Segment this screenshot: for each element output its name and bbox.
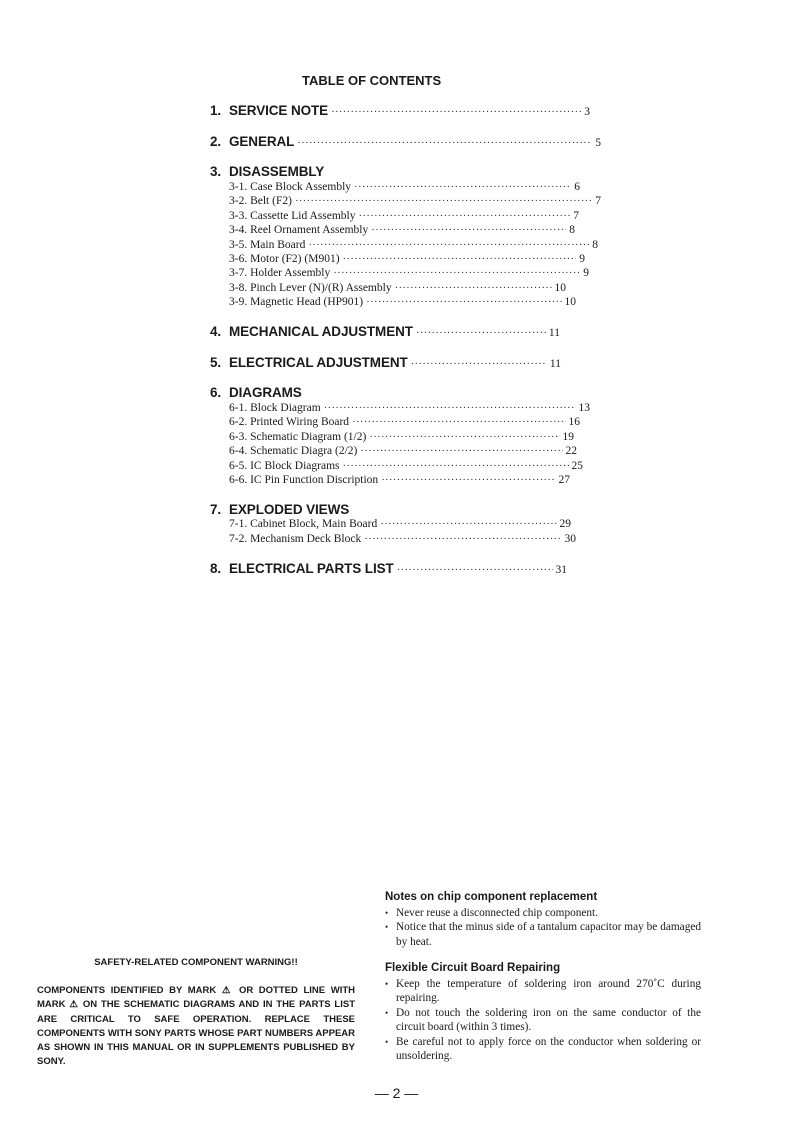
dot-leader [333,267,580,279]
subsection-label: 3-9. Magnetic Head (HP901) [229,296,364,308]
dot-leader [395,282,552,294]
subsection-page: 8 [592,239,598,251]
section-number: 7. [210,502,222,517]
subsection-page: 30 [564,533,576,545]
subsection-label: 7-1. Cabinet Block, Main Board [229,518,378,530]
safety-warning-title: SAFETY-RELATED COMPONENT WARNING!! [94,957,298,968]
dot-leader [381,474,555,486]
section-number: 3. [210,164,222,179]
section-title: MECHANICAL ADJUSTMENT [229,324,413,339]
dot-leader [324,402,576,414]
toc-section-disassembly[interactable] [210,164,324,179]
subsection-page: 22 [565,445,577,457]
toc-subsection[interactable] [229,181,580,193]
dot-leader [364,533,561,545]
dot-leader [343,253,577,265]
toc-subsection[interactable] [229,267,589,279]
dot-leader [354,181,571,193]
section-page: 11 [549,358,561,370]
dot-leader [308,239,589,251]
toc-subsection[interactable] [229,474,570,486]
toc-subsection[interactable] [229,296,576,308]
subsection-label: 3-5. Main Board [229,239,306,251]
subsection-label: 6-4. Schematic Diagra (2/2) [229,445,358,457]
toc-section-exploded-views[interactable] [210,502,349,517]
dot-leader [411,358,547,370]
subsection-label: 3-3. Cassette Lid Assembly [229,210,356,222]
subsection-label: 6-5. IC Block Diagrams [229,460,340,472]
toc-subsection[interactable] [229,445,577,457]
section-title: DIAGRAMS [229,385,302,400]
section-title: SERVICE NOTE [229,103,329,118]
subsection-page: 19 [562,431,574,443]
dot-leader [366,296,561,308]
section-number: 4. [210,324,222,339]
subsection-label: 3-4. Reel Ornament Assembly [229,224,369,236]
dot-leader [297,137,592,149]
section-number: 2. [210,134,222,149]
toc-subsection[interactable] [229,195,601,207]
subsection-label: 6-1. Block Diagram [229,402,321,414]
section-title: ELECTRICAL ADJUSTMENT [229,355,408,370]
toc-section-diagrams[interactable] [210,385,302,400]
subsection-page: 16 [568,416,580,428]
toc-subsection[interactable] [229,210,579,222]
toc-subsection[interactable] [229,460,583,472]
page-number: — 2 — [374,1085,419,1101]
toc-subsection[interactable] [229,253,585,265]
safety-warning-body: COMPONENTS IDENTIFIED BY MARK ⚠ OR DOTTED LINE WITH MARK ⚠ ON THE SCHEMATIC DIAGRAMS AND IN THE PARTS LIST ARE CRITICAL TO SAFE OPERATION. REPLACE THESE COMPONENTS WITH SONY PARTS WHOSE PART NUMBERS APPEAR AS SHOWN IN THIS MANUAL OR IN SUPPLEMENTS PUBLISHED BY SONY. [37,985,355,1068]
subsection-label: 3-7. Holder Assembly [229,267,331,279]
subsection-page: 25 [571,460,583,472]
subsection-page: 29 [559,518,571,530]
section-page: 5 [595,137,601,149]
flex-notes-list [385,977,701,1063]
toc-subsection[interactable] [229,282,566,294]
subsection-label: 3-2. Belt (F2) [229,195,292,207]
toc-subsection[interactable] [229,224,575,236]
list-item: • Do not touch the soldering iron on the same conductor of the circuit board (within 3 times). [385,1006,701,1035]
section-page: 31 [555,564,567,576]
toc-section-service-note[interactable] [210,103,590,118]
toc-subsection[interactable] [229,239,598,251]
list-item: • Be careful not to apply force on the conductor when soldering or unsoldering. [385,1035,701,1064]
subsection-label: 7-2. Mechanism Deck Block [229,533,362,545]
list-item: • Keep the temperature of soldering iron around 270˚C during repairing. [385,977,701,1006]
subsection-page: 13 [578,402,590,414]
dot-leader [360,445,562,457]
section-title: EXPLODED VIEWS [229,502,350,517]
toc-section-electrical-parts-list[interactable] [210,561,567,576]
dot-leader [352,416,565,428]
subsection-label: 3-6. Motor (F2) (M901) [229,253,340,265]
chip-notes-title: Notes on chip component replacement [385,891,598,903]
toc-subsection[interactable] [229,533,576,545]
dot-leader [343,460,569,472]
toc-section-electrical-adjustment[interactable] [210,355,561,370]
subsection-page: 10 [564,296,576,308]
subsection-page: 9 [583,267,589,279]
subsection-label: 3-1. Case Block Assembly [229,181,352,193]
dot-leader [331,106,581,118]
section-number: 5. [210,355,222,370]
subsection-page: 8 [569,224,575,236]
section-number: 8. [210,561,222,576]
subsection-page: 9 [579,253,585,265]
subsection-page: 10 [554,282,566,294]
section-title: DISASSEMBLY [229,164,325,179]
toc-subsection[interactable] [229,518,571,530]
toc-subsection[interactable] [229,416,580,428]
dot-leader [369,431,559,443]
dot-leader [416,327,546,339]
toc-subsection[interactable] [229,431,574,443]
section-number: 1. [210,103,222,118]
subsection-page: 6 [574,181,580,193]
dot-leader [397,564,553,576]
toc-subsection[interactable] [229,402,590,414]
dot-leader [359,210,571,222]
toc-title: TABLE OF CONTENTS [302,73,442,88]
section-page: 11 [548,327,560,339]
section-number: 6. [210,385,222,400]
section-title: ELECTRICAL PARTS LIST [229,561,394,576]
subsection-page: 7 [573,210,579,222]
subsection-page: 27 [558,474,570,486]
section-page: 3 [584,106,590,118]
subsection-label: 3-8. Pinch Lever (N)/(R) Assembly [229,282,392,294]
toc-section-mechanical-adjustment[interactable] [210,324,560,339]
dot-leader [380,518,556,530]
chip-notes-list [385,906,701,949]
dot-leader [295,195,592,207]
toc-section-general[interactable] [210,134,601,149]
flex-notes-title: Flexible Circuit Board Repairing [385,962,561,974]
section-title: GENERAL [229,134,295,149]
dot-leader [371,224,566,236]
list-item: • Notice that the minus side of a tantalum capacitor may be damaged by heat. [385,920,701,949]
list-item: • Never reuse a disconnected chip component. [385,906,701,920]
subsection-label: 6-6. IC Pin Function Discription [229,474,379,486]
subsection-label: 6-3. Schematic Diagram (1/2) [229,431,367,443]
subsection-page: 7 [595,195,601,207]
subsection-label: 6-2. Printed Wiring Board [229,416,350,428]
